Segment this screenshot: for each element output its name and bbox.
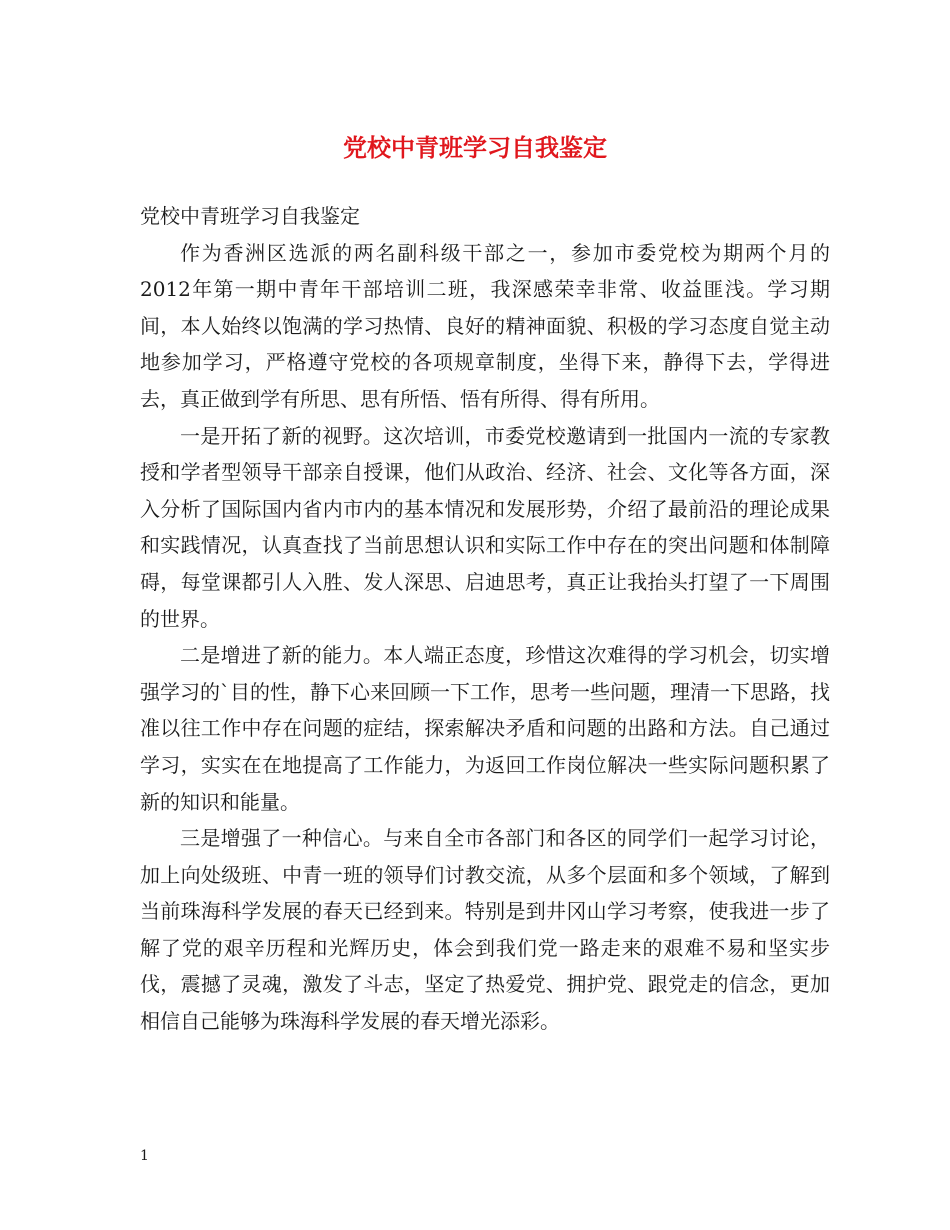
paragraph-confidence: 三是增强了一种信心。与来自全市各部门和各区的同学们一起学习讨论，加上向处级班、中青一班的领导们讨教交流，从多个层面和多个领域，了解到当前珠海科学发展的春天已经到来。特别是到井冈山学习考察，使我进一步了解了党的艰辛历程和光辉历史，体会到我们党一路走来的艰难不易和坚实步伐，震撼了灵魂，激发了斗志，坚定了热爱党、拥护党、跟党走的信念，更加相信自己能够为珠海科学发展的春天增光添彩。 [140,826,830,1034]
page-number: 1 [140,1148,149,1164]
paragraph-intro: 作为香洲区选派的两名副科级干部之一，参加市委党校为期两个月的2012年第一期中青年干部培训二班，我深感荣幸非常、收益匪浅。学习期间，本人始终以饱满的学习热情、良好的精神面貌、积极的学习态度自觉主动地参加学习，严格遵守党校的各项规章制度，坐得下来，静得下去，学得进去，真正做到学有所思、思有所悟、悟有所得、得有所用。 [140,240,830,411]
document-subtitle: 党校中青班学习自我鉴定 [140,204,360,228]
paragraph-new-ability: 二是增进了新的能力。本人端正态度，珍惜这次难得的学习机会，切实增强学习的`目的性，静下心来回顾一下工作，思考一些问题，理清一下思路，找准以往工作中存在问题的症结，探索解决矛盾和问题的出路和方法。自己通过学习，实实在在地提高了工作能力，为返回工作岗位解决一些实际问题积累了新的知识和能量。 [140,643,830,814]
paragraph-new-vision: 一是开拓了新的视野。这次培训，市委党校邀请到一批国内一流的专家教授和学者型领导干部亲自授课，他们从政治、经济、社会、文化等各方面，深入分析了国际国内省内市内的基本情况和发展形势，介绍了最前沿的理论成果和实践情况，认真查找了当前思想认识和实际工作中存在的突出问题和体制障碍，每堂课都引人入胜、发人深思、启迪思考，真正让我抬头打望了一下周围的世界。 [140,423,830,631]
document-title: 党校中青班学习自我鉴定 [343,133,607,162]
document-body [140,198,830,1040]
